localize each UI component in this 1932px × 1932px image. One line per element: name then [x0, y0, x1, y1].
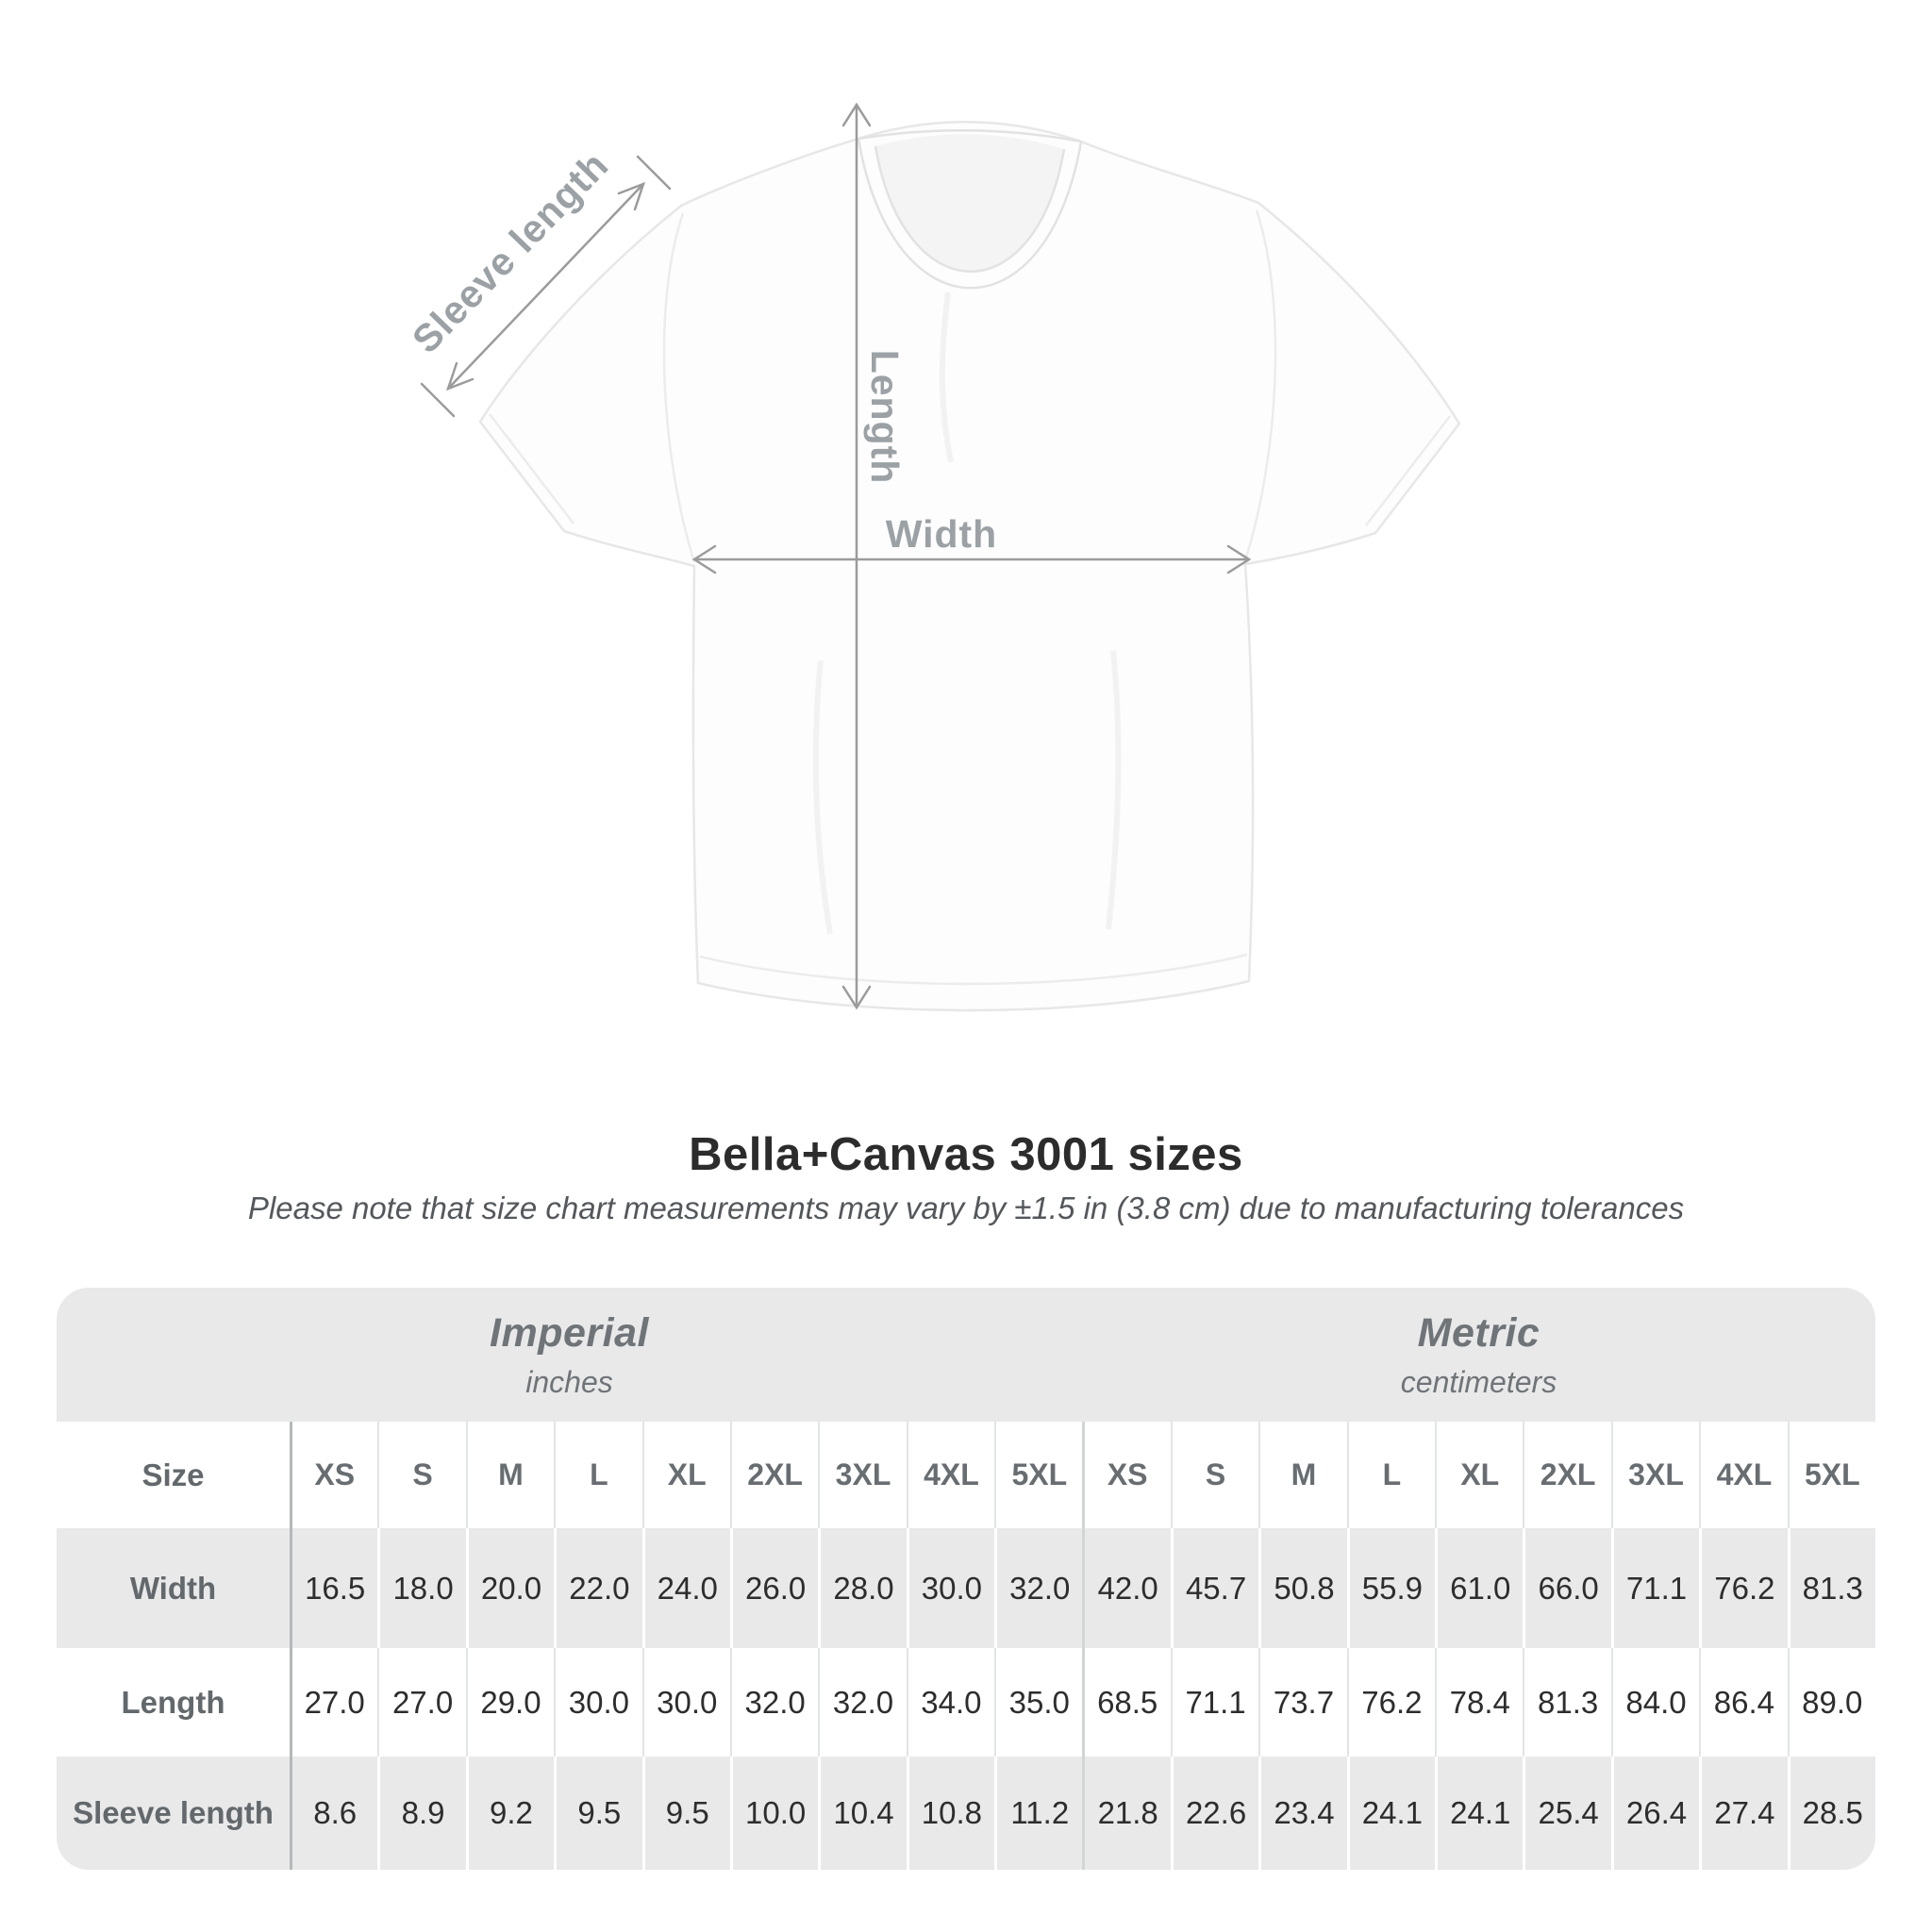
- value-cell: 9.5: [554, 1757, 641, 1870]
- value-cell: 66.0: [1523, 1528, 1610, 1648]
- value-cell: 22.0: [554, 1528, 641, 1648]
- size-label-cell: L: [554, 1422, 641, 1528]
- row-label-width: Width: [57, 1528, 290, 1648]
- length-label: Length: [863, 349, 907, 485]
- value-cell: 26.0: [730, 1528, 818, 1648]
- value-cell: 32.0: [730, 1648, 818, 1757]
- value-cell: 32.0: [994, 1528, 1082, 1648]
- imperial-label: Imperial: [490, 1309, 649, 1356]
- value-cell: 22.6: [1171, 1757, 1258, 1870]
- size-label-cell: XL: [642, 1422, 730, 1528]
- value-cell: 10.0: [730, 1757, 818, 1870]
- size-label-cell: 4XL: [907, 1422, 994, 1528]
- value-cell: 76.2: [1699, 1528, 1787, 1648]
- value-cell: 27.0: [290, 1648, 377, 1757]
- value-cell: 23.4: [1258, 1757, 1346, 1870]
- value-cell: 71.1: [1611, 1528, 1699, 1648]
- value-cell: 24.0: [642, 1528, 730, 1648]
- value-cell: 34.0: [907, 1648, 994, 1757]
- value-cell: 81.3: [1788, 1528, 1875, 1648]
- value-cell: 55.9: [1347, 1528, 1435, 1648]
- value-cell: 28.0: [818, 1528, 906, 1648]
- value-cell: 61.0: [1435, 1528, 1523, 1648]
- value-cell: 9.2: [466, 1757, 554, 1870]
- value-cell: 76.2: [1347, 1648, 1435, 1757]
- size-table: [57, 1288, 1875, 1870]
- unit-header-band: [57, 1288, 1875, 1422]
- size-label-cell: 5XL: [994, 1422, 1082, 1528]
- value-cell: 10.8: [907, 1757, 994, 1870]
- value-cell: 25.4: [1523, 1757, 1610, 1870]
- value-cell: 18.0: [377, 1528, 465, 1648]
- value-cell: 27.0: [377, 1648, 465, 1757]
- value-cell: 30.0: [554, 1648, 641, 1757]
- value-cell: 26.4: [1611, 1757, 1699, 1870]
- value-cell: 68.5: [1082, 1648, 1170, 1757]
- value-cell: 8.6: [290, 1757, 377, 1870]
- unit-split-separator: [1082, 1422, 1085, 1870]
- value-cell: 9.5: [642, 1757, 730, 1870]
- size-label-cell: L: [1347, 1422, 1435, 1528]
- value-cell: 29.0: [466, 1648, 554, 1757]
- row-label-length: Length: [121, 1684, 225, 1720]
- size-header-row: [57, 1422, 1875, 1528]
- size-label-cell: XS: [1082, 1422, 1170, 1528]
- value-cell: 28.5: [1788, 1757, 1875, 1870]
- sleeve-length-row: [57, 1757, 1875, 1870]
- value-cell: 8.9: [377, 1757, 465, 1870]
- size-label-cell: 3XL: [818, 1422, 906, 1528]
- size-label-cell: S: [377, 1422, 465, 1528]
- tshirt-image: [480, 122, 1459, 1010]
- row-label-sleeve-length: Sleeve length: [57, 1757, 290, 1870]
- size-label-cell: 2XL: [730, 1422, 818, 1528]
- value-cell: 50.8: [1258, 1528, 1346, 1648]
- value-cell: 11.2: [994, 1757, 1082, 1870]
- value-cell: 81.3: [1523, 1648, 1610, 1757]
- value-cell: 21.8: [1082, 1757, 1170, 1870]
- size-label-cell: S: [1171, 1422, 1258, 1528]
- size-label-cell: M: [1258, 1422, 1346, 1528]
- size-label-cell: 4XL: [1699, 1422, 1787, 1528]
- value-cell: 27.4: [1699, 1757, 1787, 1870]
- unit-group-imperial: [57, 1288, 1082, 1422]
- width-row: [57, 1528, 1875, 1648]
- tolerance-note: Please note that size chart measurements may vary by ±1.5 in (3.8 cm) due to manufacturing tolerances: [247, 1191, 1685, 1225]
- value-cell: 73.7: [1258, 1648, 1346, 1757]
- value-cell: 30.0: [642, 1648, 730, 1757]
- value-cell: 24.1: [1347, 1757, 1435, 1870]
- size-label-cell: 5XL: [1788, 1422, 1875, 1528]
- width-label: Width: [885, 512, 998, 556]
- value-cell: 86.4: [1699, 1648, 1787, 1757]
- value-cell: 89.0: [1788, 1648, 1875, 1757]
- value-cell: 78.4: [1435, 1648, 1523, 1757]
- metric-unit: centimeters: [1400, 1364, 1557, 1399]
- value-cell: 32.0: [818, 1648, 906, 1757]
- size-label-cell: M: [466, 1422, 554, 1528]
- metric-label: Metric: [1417, 1309, 1541, 1356]
- value-cell: 35.0: [994, 1648, 1082, 1757]
- value-cell: 24.1: [1435, 1757, 1523, 1870]
- unit-group-metric: [1082, 1288, 1875, 1422]
- size-label-cell: 2XL: [1523, 1422, 1610, 1528]
- size-header: Size: [142, 1457, 205, 1492]
- page-title: Bella+Canvas 3001 sizes: [689, 1129, 1243, 1180]
- size-label-cell: XL: [1435, 1422, 1523, 1528]
- value-cell: 10.4: [818, 1757, 906, 1870]
- value-cell: 71.1: [1171, 1648, 1258, 1757]
- imperial-unit: inches: [525, 1364, 613, 1399]
- value-cell: 84.0: [1611, 1648, 1699, 1757]
- value-cell: 20.0: [466, 1528, 554, 1648]
- size-label-cell: XS: [290, 1422, 377, 1528]
- length-row: [57, 1648, 1875, 1757]
- size-label-cell: 3XL: [1611, 1422, 1699, 1528]
- label-column-separator: [290, 1422, 292, 1870]
- value-cell: 42.0: [1082, 1528, 1170, 1648]
- sleeve-length-label: Sleeve length: [404, 142, 617, 361]
- value-cell: 30.0: [907, 1528, 994, 1648]
- value-cell: 45.7: [1171, 1528, 1258, 1648]
- value-cell: 16.5: [290, 1528, 377, 1648]
